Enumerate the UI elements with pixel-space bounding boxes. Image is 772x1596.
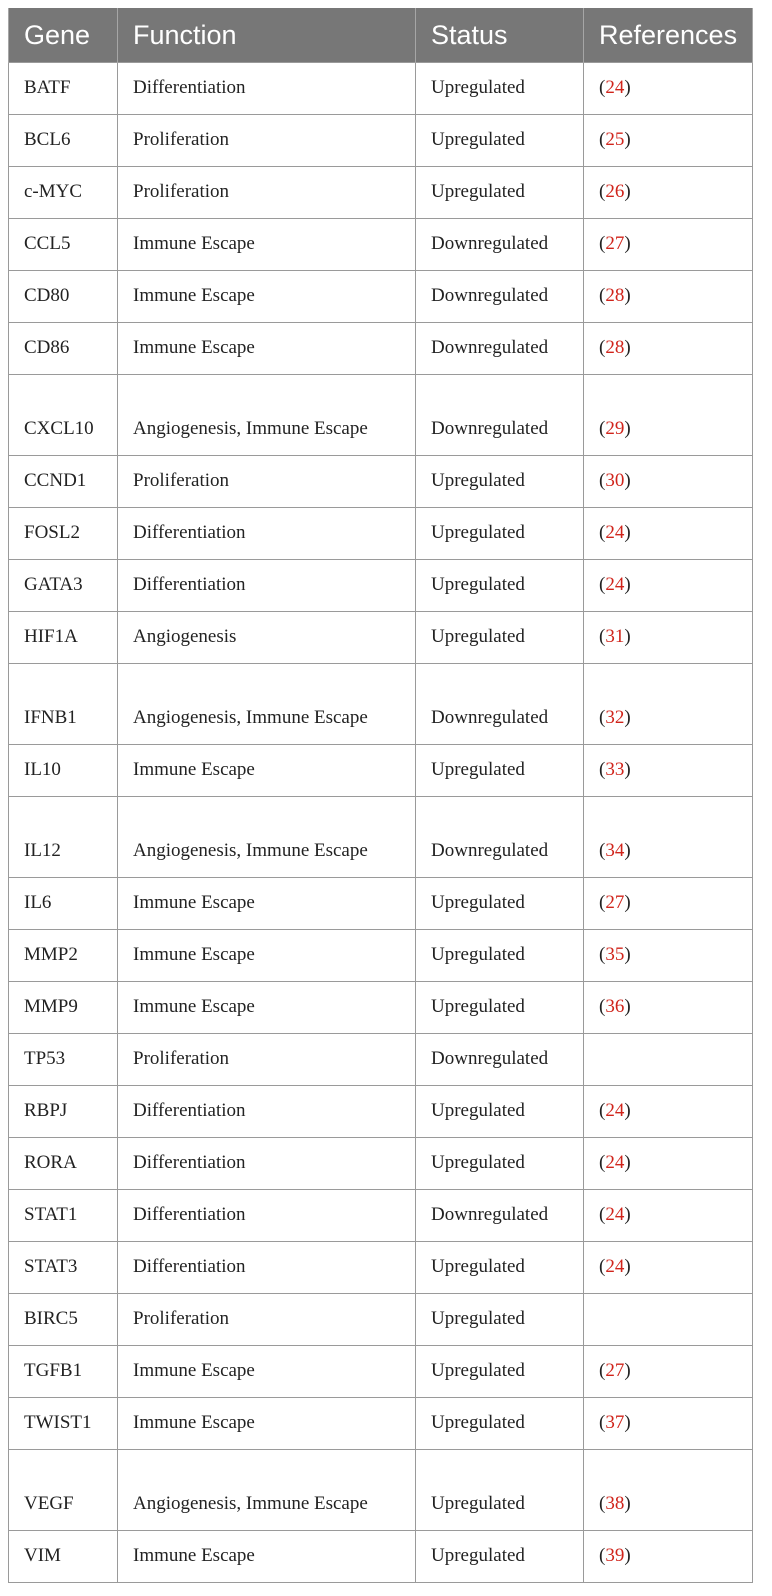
- header-references: References: [584, 8, 753, 63]
- reference-link[interactable]: 24: [605, 1152, 625, 1173]
- function-cell: Angiogenesis, Immune Escape: [118, 375, 416, 456]
- table-row: [9, 982, 753, 1034]
- table-row: [9, 878, 753, 930]
- function-cell: Immune Escape: [118, 1398, 416, 1450]
- table-row: [9, 508, 753, 560]
- reference-link[interactable]: 37: [605, 1412, 625, 1433]
- reference-cell: (24): [584, 1190, 753, 1242]
- status-cell: Upregulated: [416, 63, 584, 115]
- status-cell: Upregulated: [416, 612, 584, 664]
- gene-cell: BATF: [9, 63, 118, 115]
- gene-cell: CXCL10: [9, 375, 118, 456]
- reference-link[interactable]: 24: [605, 574, 625, 595]
- table-row: [9, 1242, 753, 1294]
- function-cell: Immune Escape: [118, 1531, 416, 1583]
- table-header: [9, 8, 753, 63]
- table-row: [9, 167, 753, 219]
- gene-cell: BCL6: [9, 115, 118, 167]
- table-row: [9, 63, 753, 115]
- gene-cell: VEGF: [9, 1450, 118, 1531]
- gene-cell: CD86: [9, 323, 118, 375]
- gene-table: [8, 8, 753, 1583]
- reference-cell: (27): [584, 1346, 753, 1398]
- reference-cell: (27): [584, 878, 753, 930]
- gene-cell: CCL5: [9, 219, 118, 271]
- function-cell: Immune Escape: [118, 271, 416, 323]
- reference-link[interactable]: 29: [605, 418, 625, 439]
- function-cell: Angiogenesis: [118, 612, 416, 664]
- reference-link[interactable]: 39: [605, 1545, 625, 1566]
- status-cell: Upregulated: [416, 456, 584, 508]
- reference-cell: (39): [584, 1531, 753, 1583]
- reference-link[interactable]: 36: [605, 996, 625, 1017]
- header-function: Function: [118, 8, 416, 63]
- status-cell: Downregulated: [416, 1190, 584, 1242]
- reference-link[interactable]: 27: [605, 892, 625, 913]
- table-row: [9, 1346, 753, 1398]
- reference-cell: (25): [584, 115, 753, 167]
- status-cell: Downregulated: [416, 375, 584, 456]
- status-cell: Upregulated: [416, 878, 584, 930]
- function-cell: Proliferation: [118, 115, 416, 167]
- gene-cell: VIM: [9, 1531, 118, 1583]
- gene-cell: RBPJ: [9, 1086, 118, 1138]
- reference-cell: (37): [584, 1398, 753, 1450]
- status-cell: Downregulated: [416, 1034, 584, 1086]
- table-row: [9, 1531, 753, 1583]
- header-gene: Gene: [9, 8, 118, 63]
- gene-cell: RORA: [9, 1138, 118, 1190]
- function-cell: Immune Escape: [118, 323, 416, 375]
- status-cell: Upregulated: [416, 982, 584, 1034]
- function-cell: Differentiation: [118, 1190, 416, 1242]
- gene-cell: FOSL2: [9, 508, 118, 560]
- function-cell: Differentiation: [118, 508, 416, 560]
- status-cell: Upregulated: [416, 1138, 584, 1190]
- status-cell: Upregulated: [416, 1346, 584, 1398]
- reference-cell: (33): [584, 745, 753, 797]
- table-row: [9, 1190, 753, 1242]
- table-row: [9, 456, 753, 508]
- gene-cell: GATA3: [9, 560, 118, 612]
- gene-cell: MMP2: [9, 930, 118, 982]
- function-cell: Immune Escape: [118, 878, 416, 930]
- reference-link[interactable]: 24: [605, 77, 625, 98]
- status-cell: Upregulated: [416, 1398, 584, 1450]
- reference-link[interactable]: 28: [605, 337, 625, 358]
- function-cell: Differentiation: [118, 63, 416, 115]
- gene-cell: IFNB1: [9, 664, 118, 745]
- reference-link[interactable]: 24: [605, 1204, 625, 1225]
- reference-cell: (24): [584, 508, 753, 560]
- table-row: [9, 1398, 753, 1450]
- status-cell: Upregulated: [416, 1450, 584, 1531]
- table-row: [9, 115, 753, 167]
- status-cell: Upregulated: [416, 508, 584, 560]
- function-cell: Immune Escape: [118, 219, 416, 271]
- status-cell: Downregulated: [416, 219, 584, 271]
- status-cell: Upregulated: [416, 745, 584, 797]
- status-cell: Downregulated: [416, 271, 584, 323]
- reference-link[interactable]: 38: [605, 1493, 625, 1514]
- gene-cell: TGFB1: [9, 1346, 118, 1398]
- reference-link[interactable]: 31: [605, 626, 625, 647]
- table-row: [9, 664, 753, 745]
- table-row: [9, 612, 753, 664]
- reference-link[interactable]: 32: [605, 707, 625, 728]
- table-row: [9, 1450, 753, 1531]
- table-row: [9, 323, 753, 375]
- status-cell: Upregulated: [416, 1531, 584, 1583]
- reference-link[interactable]: 28: [605, 285, 625, 306]
- reference-cell: (35): [584, 930, 753, 982]
- function-cell: Immune Escape: [118, 1346, 416, 1398]
- function-cell: Immune Escape: [118, 930, 416, 982]
- gene-cell: STAT3: [9, 1242, 118, 1294]
- reference-link[interactable]: 33: [605, 759, 625, 780]
- reference-cell: (36): [584, 982, 753, 1034]
- gene-cell: BIRC5: [9, 1294, 118, 1346]
- gene-cell: c-MYC: [9, 167, 118, 219]
- function-cell: Proliferation: [118, 1034, 416, 1086]
- reference-cell: (24): [584, 63, 753, 115]
- table-row: [9, 1294, 753, 1346]
- table-row: [9, 745, 753, 797]
- table-row: [9, 1034, 753, 1086]
- function-cell: Immune Escape: [118, 982, 416, 1034]
- reference-cell: (38): [584, 1450, 753, 1531]
- reference-link[interactable]: 27: [605, 1360, 625, 1381]
- gene-cell: TWIST1: [9, 1398, 118, 1450]
- gene-cell: HIF1A: [9, 612, 118, 664]
- gene-cell: IL10: [9, 745, 118, 797]
- gene-cell: IL6: [9, 878, 118, 930]
- reference-cell: (24): [584, 1242, 753, 1294]
- table-row: [9, 930, 753, 982]
- function-cell: Angiogenesis, Immune Escape: [118, 664, 416, 745]
- status-cell: Upregulated: [416, 930, 584, 982]
- status-cell: Downregulated: [416, 797, 584, 878]
- table-body: [9, 63, 753, 1583]
- reference-link[interactable]: 27: [605, 233, 625, 254]
- table-row: [9, 1138, 753, 1190]
- reference-link[interactable]: 26: [605, 181, 625, 202]
- reference-link[interactable]: 34: [605, 840, 625, 861]
- reference-link[interactable]: 30: [605, 470, 625, 491]
- header-row: [9, 8, 753, 63]
- reference-cell: (31): [584, 612, 753, 664]
- reference-cell: (24): [584, 1138, 753, 1190]
- table-row: [9, 219, 753, 271]
- reference-cell: (34): [584, 797, 753, 878]
- reference-cell: (27): [584, 219, 753, 271]
- gene-cell: MMP9: [9, 982, 118, 1034]
- function-cell: Differentiation: [118, 1086, 416, 1138]
- gene-cell: CCND1: [9, 456, 118, 508]
- reference-link[interactable]: 35: [605, 944, 625, 965]
- status-cell: Upregulated: [416, 1242, 584, 1294]
- gene-cell: IL12: [9, 797, 118, 878]
- reference-cell: (29): [584, 375, 753, 456]
- gene-cell: CD80: [9, 271, 118, 323]
- reference-cell: (24): [584, 1086, 753, 1138]
- reference-link[interactable]: 24: [605, 1256, 625, 1277]
- table-row: [9, 271, 753, 323]
- reference-link[interactable]: 24: [605, 1100, 625, 1121]
- reference-cell: (28): [584, 323, 753, 375]
- gene-cell: STAT1: [9, 1190, 118, 1242]
- reference-cell: (26): [584, 167, 753, 219]
- function-cell: Proliferation: [118, 456, 416, 508]
- status-cell: Upregulated: [416, 115, 584, 167]
- function-cell: Angiogenesis, Immune Escape: [118, 1450, 416, 1531]
- reference-cell: (32): [584, 664, 753, 745]
- status-cell: Downregulated: [416, 323, 584, 375]
- function-cell: Differentiation: [118, 1138, 416, 1190]
- function-cell: Proliferation: [118, 1294, 416, 1346]
- status-cell: Upregulated: [416, 1294, 584, 1346]
- header-status: Status: [416, 8, 584, 63]
- reference-link[interactable]: 24: [605, 522, 625, 543]
- function-cell: Differentiation: [118, 560, 416, 612]
- function-cell: Proliferation: [118, 167, 416, 219]
- status-cell: Downregulated: [416, 664, 584, 745]
- gene-cell: TP53: [9, 1034, 118, 1086]
- status-cell: Upregulated: [416, 167, 584, 219]
- reference-cell: [584, 1034, 753, 1086]
- reference-cell: [584, 1294, 753, 1346]
- function-cell: Differentiation: [118, 1242, 416, 1294]
- reference-cell: (30): [584, 456, 753, 508]
- table-row: [9, 375, 753, 456]
- table-row: [9, 560, 753, 612]
- function-cell: Immune Escape: [118, 745, 416, 797]
- table-row: [9, 1086, 753, 1138]
- status-cell: Upregulated: [416, 560, 584, 612]
- status-cell: Upregulated: [416, 1086, 584, 1138]
- reference-cell: (24): [584, 560, 753, 612]
- table-row: [9, 797, 753, 878]
- reference-link[interactable]: 25: [605, 129, 625, 150]
- function-cell: Angiogenesis, Immune Escape: [118, 797, 416, 878]
- reference-cell: (28): [584, 271, 753, 323]
